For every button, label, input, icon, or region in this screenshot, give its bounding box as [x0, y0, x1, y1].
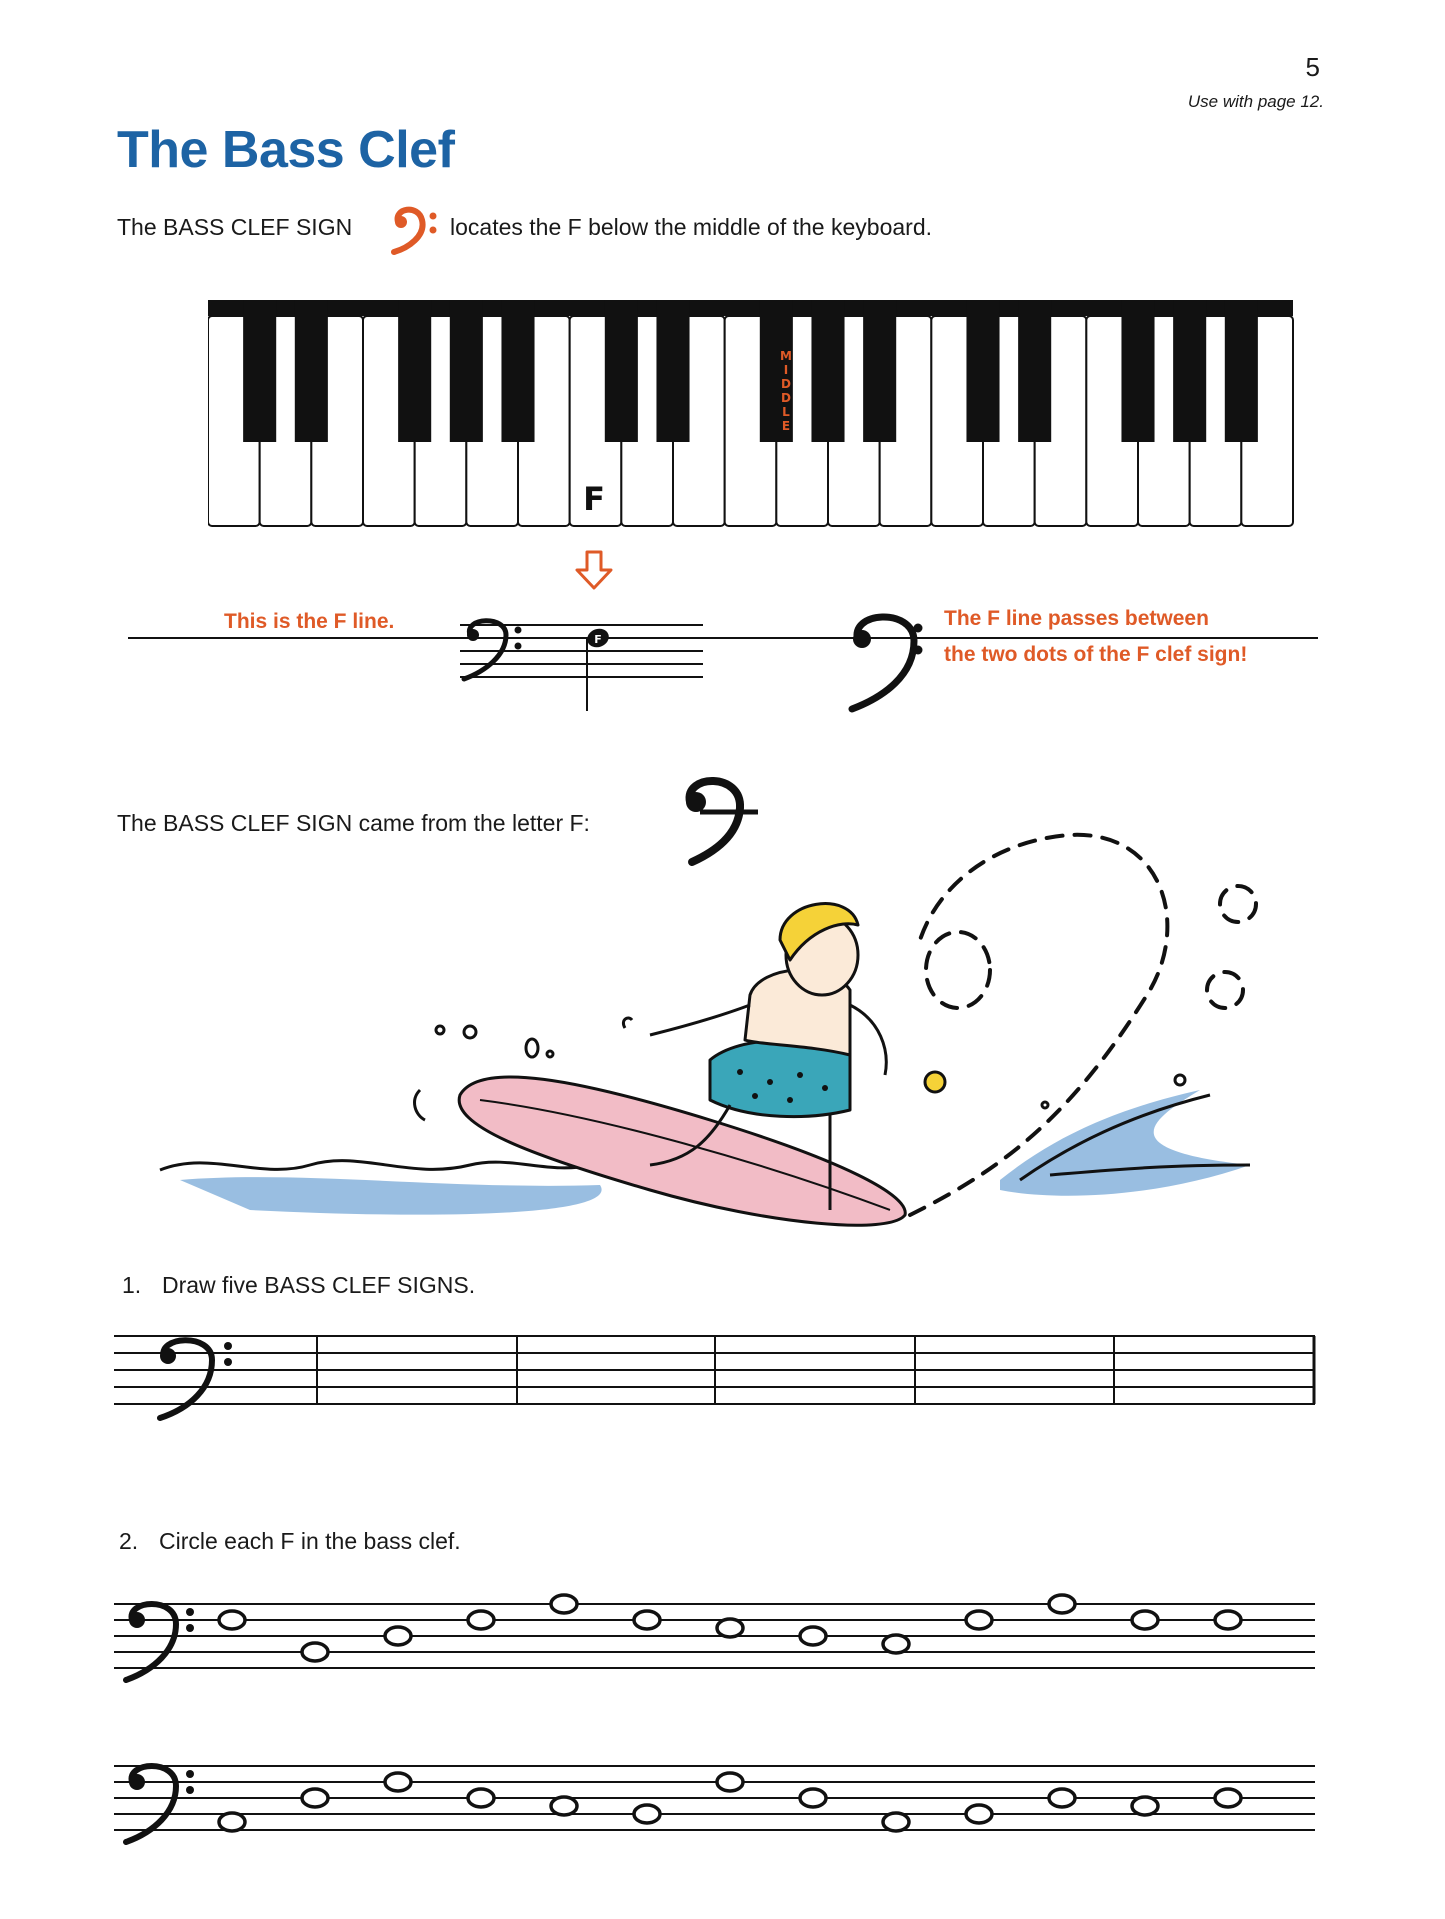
exercise2-staff-2[interactable]	[112, 1752, 1320, 1852]
whole-note[interactable]	[302, 1643, 328, 1661]
down-arrow-icon	[574, 550, 614, 592]
whole-note[interactable]	[1049, 1595, 1075, 1613]
black-key	[1018, 300, 1051, 442]
f-line-label: This is the F line.	[224, 610, 395, 633]
whole-note[interactable]	[966, 1805, 992, 1823]
whole-note[interactable]	[717, 1773, 743, 1791]
black-key	[295, 300, 328, 442]
exercise1-bass-clef-icon	[160, 1340, 232, 1418]
f-note	[585, 626, 612, 711]
whole-note[interactable]	[1132, 1797, 1158, 1815]
middle-letter: L	[782, 405, 790, 419]
black-key	[811, 300, 844, 442]
whole-note[interactable]	[966, 1611, 992, 1629]
whole-note[interactable]	[468, 1611, 494, 1629]
clef-dot	[186, 1608, 194, 1616]
whole-note[interactable]	[302, 1789, 328, 1807]
f-key-label: F	[583, 480, 605, 518]
use-with-note: Use with page 12.	[1187, 92, 1324, 111]
black-key	[1225, 300, 1258, 442]
black-key	[863, 300, 896, 442]
piano-keyboard	[208, 300, 1296, 530]
black-key	[1121, 300, 1154, 442]
black-key	[966, 300, 999, 442]
whole-note[interactable]	[551, 1797, 577, 1815]
whole-note[interactable]	[385, 1773, 411, 1791]
middle-letter: D	[781, 377, 791, 391]
whole-note[interactable]	[883, 1813, 909, 1831]
middle-letter: D	[781, 391, 791, 405]
whole-note[interactable]	[551, 1595, 577, 1613]
black-key	[450, 300, 483, 442]
middle-letter: M	[780, 349, 792, 363]
whole-note[interactable]	[1132, 1611, 1158, 1629]
whole-note[interactable]	[385, 1627, 411, 1645]
clef-dot	[186, 1770, 194, 1778]
exercise1-instruction: Draw five BASS CLEF SIGNS.	[162, 1272, 476, 1298]
exercise1-number: 1.	[122, 1272, 142, 1298]
whole-note[interactable]	[1049, 1789, 1075, 1807]
whole-note[interactable]	[634, 1805, 660, 1823]
black-key	[656, 300, 689, 442]
large-bass-clef-icon	[852, 617, 923, 709]
small-staff	[460, 625, 703, 677]
black-key	[243, 300, 276, 442]
f-line-explanation-2: the two dots of the F clef sign!	[944, 643, 1248, 666]
middle-letter: E	[781, 419, 791, 433]
clef-dot	[129, 1612, 145, 1628]
black-key	[398, 300, 431, 442]
whole-note[interactable]	[800, 1789, 826, 1807]
exercise1-staff[interactable]	[112, 1330, 1320, 1422]
intro-text-end: locates the F below the middle of the keyboard.	[450, 214, 933, 240]
exercise2-instruction: Circle each F in the bass clef.	[159, 1528, 461, 1554]
clef-dot	[129, 1774, 145, 1790]
origin-text: The BASS CLEF SIGN came from the letter F:	[117, 810, 590, 836]
surfer-illustration	[150, 820, 1280, 1240]
black-key	[1173, 300, 1206, 442]
black-key	[501, 300, 534, 442]
whole-note[interactable]	[1215, 1789, 1241, 1807]
whole-note[interactable]	[634, 1611, 660, 1629]
black-key	[605, 300, 638, 442]
page-title: The Bass Clef	[117, 121, 455, 179]
clef-dot	[186, 1786, 194, 1794]
whole-note[interactable]	[219, 1813, 245, 1831]
exercise2-number: 2.	[119, 1528, 139, 1554]
middle-letter: I	[783, 363, 789, 377]
whole-note[interactable]	[468, 1789, 494, 1807]
whole-note[interactable]	[883, 1635, 909, 1653]
staff-bass-clef-icon	[464, 621, 522, 679]
exercise2-staff-1[interactable]	[112, 1590, 1320, 1690]
f-note-letter: F	[594, 633, 602, 646]
whole-note[interactable]	[717, 1619, 743, 1637]
f-line-explanation-1: The F line passes between	[944, 607, 1209, 630]
whole-note[interactable]	[1215, 1611, 1241, 1629]
clef-dot	[186, 1624, 194, 1632]
intro-text-start: The BASS CLEF SIGN	[117, 214, 353, 240]
page-number: 5	[1305, 52, 1320, 82]
whole-note[interactable]	[800, 1627, 826, 1645]
bass-clef-icon	[388, 202, 444, 256]
whole-note[interactable]	[219, 1611, 245, 1629]
